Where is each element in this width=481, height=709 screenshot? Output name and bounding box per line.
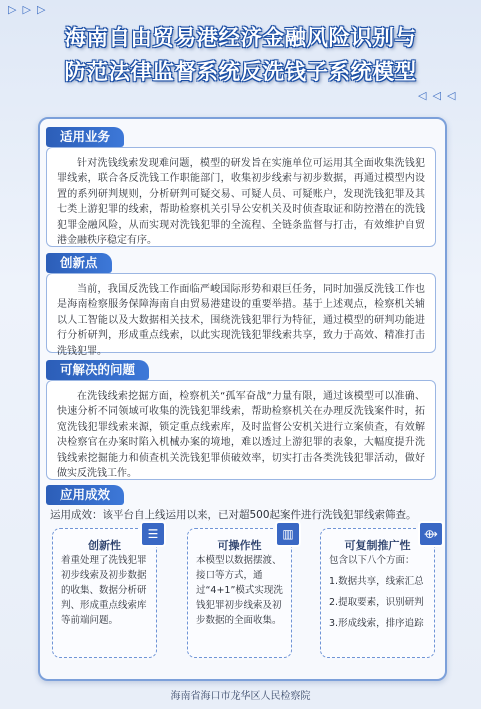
section-tag-solvable-problems: 可解决的问题 [46,360,149,380]
section-body-solvable-problems [46,380,436,480]
card-line: 包含以下八个方面： [329,555,415,566]
card-text: 着重处理了洗钱犯罪初步线索及初步数据的收集、数据分析研判、形成重点线索库等前端问题。 [61,555,147,626]
section-tag-innovation: 创新点 [46,253,112,273]
section-body-innovation [46,273,436,357]
application-summary: 运用成效：该平台自上线运用以来，已对超500起案件进行洗钱犯罪线索筛查。 [50,509,417,521]
card-text: 本模型以数据摆渡、接口等方式，通过“4+1”模式实现洗钱犯罪初步线索及初步数据的全面收集。 [196,555,283,626]
top-left-arrows [8,4,45,15]
arrow-left-icon: ◁ [432,89,441,102]
section-body-applicable-business [46,147,436,247]
section-text: 针对洗钱线索发现难问题，模型的研发旨在实施单位可运用其全面收集洗钱犯罪线索，联合各反洗钱工作职能部门，收集初步线索与初步数据，再通过模型内设置的系列研判规则，分析研判可疑交易、可疑人员、可疑账户，发现洗钱犯罪及其七类上游犯罪的线索，帮助检察机关引导公安机关及时侦查取证和防控潜在的洗钱犯罪金融风险，从而实现对洗钱犯罪的全流程、全链条监督与打击，有效维护自贸港金融秩序稳定有序。 [57,158,425,247]
section-tag-application-results: 应用成效 [46,485,124,505]
arrow-right-icon: ▷ [8,3,17,16]
arrow-right-icon: ▷ [36,3,46,16]
arrow-right-icon: ▷ [22,3,31,16]
chart-icon: ▥ [275,521,301,547]
operability-card [187,528,292,658]
section-text: 在洗钱线索挖掘方面，检察机关“孤军奋战”力量有限，通过该模型可以准确、快速分析不同领域可收集的洗钱犯罪线索，帮助检察机关在办理反洗钱案件时，拓宽洗钱犯罪线索来源，锁定重点线索库，及时监督公安机关进行立案侦查，有效解决检察官在办案时陷入机械办案的境地，难以透过上游犯罪的表象，大幅度提升洗钱线索挖掘能力和侦查机关洗钱犯罪侦破效率，切实打击各类洗钱犯罪活动，做好做实反洗钱工作。 [57,391,425,480]
card-line: 1.数据共享，线索汇总 [329,576,424,587]
card-line: 2.提取要素，识别研判 [329,597,424,608]
share-icon: ⟴ [418,521,444,547]
arrow-left-icon: ◁ [418,89,427,102]
page-title [18,22,463,90]
card-title: 可复制推广性 [344,539,411,552]
section-tag-applicable-business: 适用业务 [46,127,124,147]
card-title: 创新性 [88,539,121,552]
clipboard-icon: ☰ [140,521,166,547]
footer-org: 海南省海口市龙华区人民检察院 [170,691,311,702]
title-right-arrows [418,90,455,101]
card-title: 可操作性 [217,539,262,552]
replicability-card [320,527,438,658]
title-line-2: 防范法律监督系统反洗钱子系统模型 [64,60,417,85]
arrow-left-icon: ◁ [446,89,456,102]
innovation-card [52,528,157,658]
title-line-1: 海南自由贸易港经济金融风险识别与 [64,26,417,51]
card-line: 3.形成线索，排序追踪 [329,618,424,629]
section-text: 当前，我国反洗钱工作面临严峻国际形势和艰巨任务，同时加强反洗钱工作也是海南检察服务保障海南自由贸易港建设的重要举措。基于上述观点，检察机关辅以人工智能以及大数据相关技术，围绕洗钱犯罪行为特征，通过模型的研判功能进行分析研判，形成重点线索，以此实现洗钱犯罪线索共享，致力于高效、精准打击洗钱犯罪。 [57,284,425,357]
